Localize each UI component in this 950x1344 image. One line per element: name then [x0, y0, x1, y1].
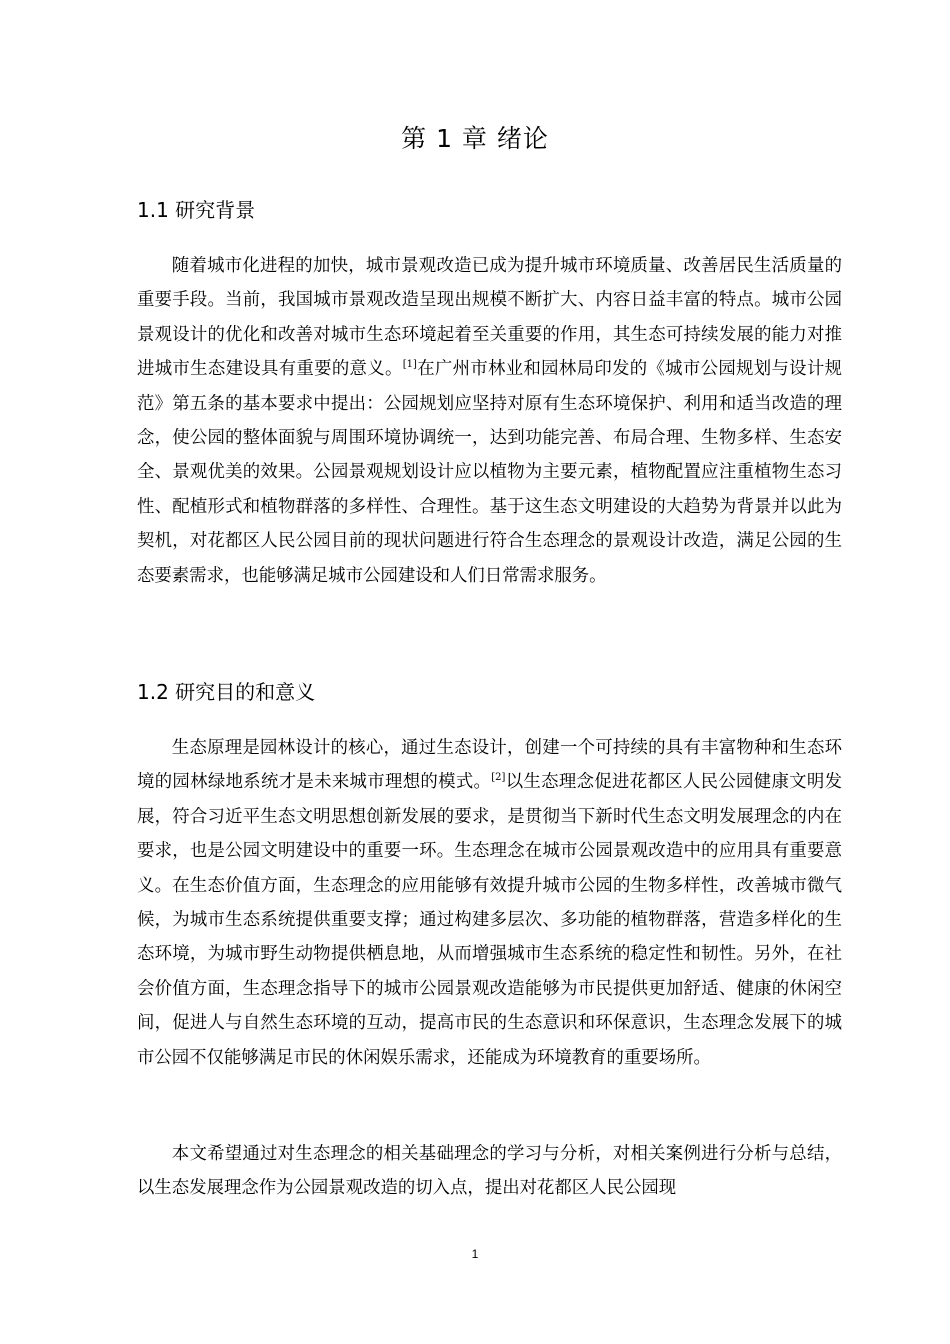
citation-marker: [2] [491, 772, 506, 784]
citation-marker: [1] [402, 359, 417, 371]
page-number: 1 [471, 1247, 479, 1261]
section-heading-purpose: 1.2 研究目的和意义 [137, 680, 316, 704]
paragraph-text: 以生态理念促进花都区人民公园健康文明发展，符合习近平生态文明思想创新发展的要求，是贯彻当下新时代生态文明发展理念的内在要求，也是公园文明建设中的重要一环。生态理念在城市公园景观改造中的应用具有重要意义。在生态价值方面，生态理念的应用能够有效提升城市公园的生物多样性，改善城市微气候，为城市生态系统提供重要支撑；通过构建多层次、多功能的植物群落，营造多样化的生态环境，为城市野生动物提供栖息地，从而增强城市生态系统的稳定性和韧性。另外，在社会价值方面，生态理念指导下的城市公园景观改造能够为市民提供更加舒适、健康的休闲空间，促进人与自然生态环境的互动，提高市民的生态意识和环保意识，生态理念发展下的城市公园不仅能够满足市民的休闲娱乐需求，还能成为环境教育的重要场所。 [137, 772, 842, 1068]
paragraph-aim: 本文希望通过对生态理念的相关基础理念的学习与分析，对相关案例进行分析与总结，以生态发展理念作为公园景观改造的切入点，提出对花都区人民公园现 [137, 1144, 842, 1199]
paragraph-text: 在广州市林业和园林局印发的《城市公园规划与设计规范》第五条的基本要求中提出：公园规划应坚持对原有生态环境保护、利用和适当改造的理念，使公园的整体面貌与周围环境协调统一，达到功能完善、布局合理、生物多样、生态安全、景观优美的效果。公园景观规划设计应以植物为主要元素，植物配置应注重植物生态习性、配植形式和植物群落的多样性、合理性。基于这生态文明建设的大趋势为背景并以此为契机，对花都区人民公园目前的现状问题进行符合生态理念的景观设计改造，满足公园的生态要素需求，也能够满足城市公园建设和人们日常需求服务。 [137, 359, 842, 586]
paragraph-text: 随着城市化进程的加快，城市景观改造已成为提升城市环境质量、改善居民生活质量的重要手段。当前，我国城市景观改造呈现出规模不断扩大、内容日益丰富的特点。城市公园景观设计的优化和改善对城市生态环境起着至关重要的作用，其生态可持续发展的能力对推进城市生态建设具有重要的意义。 [137, 256, 842, 380]
chapter-title: 第 1 章 绪论 [401, 124, 549, 153]
paragraph-text: 生态原理是园林设计的核心，通过生态设计，创建一个可持续的具有丰富物种和生态环境的园林绿地系统才是未来城市理想的模式。 [137, 738, 842, 793]
section-heading-background: 1.1 研究背景 [137, 198, 256, 222]
paragraph-background [137, 249, 842, 593]
paragraph-purpose [137, 731, 842, 1075]
